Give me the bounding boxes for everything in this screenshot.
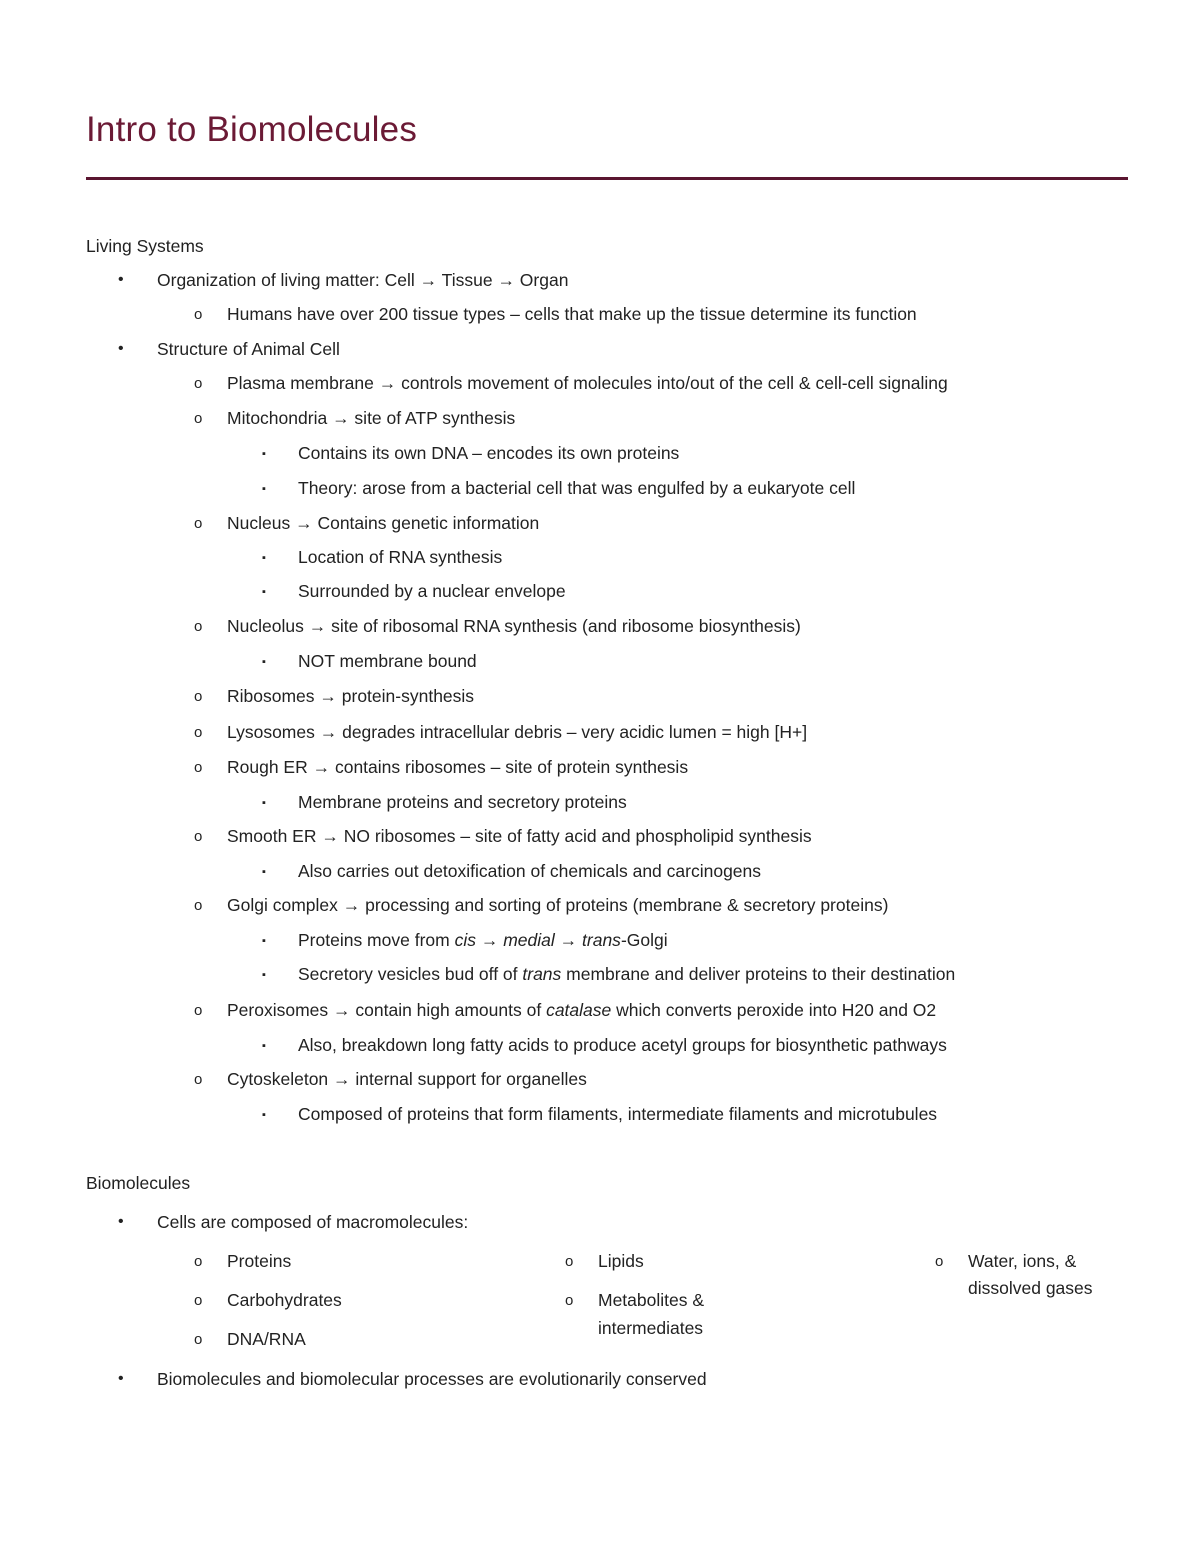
- list-item-nucleolus: Nucleolus → site of ribosomal RNA synthesis (and ribosome biosynthesis): [227, 616, 801, 636]
- bullet-icon: o: [194, 1002, 203, 1019]
- bullet-icon: o: [194, 828, 203, 845]
- section-heading-biomolecules: Biomolecules: [86, 1173, 191, 1193]
- arrow-icon: →: [308, 616, 327, 636]
- bullet-icon: o: [194, 1331, 203, 1348]
- bullet-icon: •: [118, 271, 124, 288]
- square-bullet-icon: ▪: [262, 935, 266, 947]
- arrow-icon: →: [333, 1000, 351, 1020]
- arrow-icon: →: [419, 270, 438, 290]
- bullet-icon: o: [194, 1071, 203, 1088]
- bullet-icon: o: [194, 515, 203, 532]
- bullet-icon: •: [118, 1213, 124, 1230]
- arrow-icon: →: [333, 1069, 351, 1089]
- list-item-nucleus: Nucleus → Contains genetic information: [227, 513, 540, 533]
- list-item-golgi-movement: Proteins move from cis → medial → trans-Golgi: [298, 930, 668, 950]
- list-item-structure: Structure of Animal Cell: [157, 339, 340, 359]
- list-item-metabolites: Metabolites &: [598, 1290, 705, 1310]
- bullet-icon: •: [118, 1370, 124, 1387]
- arrow-icon: →: [319, 722, 338, 742]
- bullet-icon: o: [194, 724, 203, 741]
- bullet-icon: o: [194, 618, 203, 635]
- list-item-proteins: Proteins: [227, 1251, 292, 1271]
- bullet-icon: o: [565, 1253, 574, 1270]
- title-rule: [86, 177, 1128, 180]
- list-item-mito-theory: Theory: arose from a bacterial cell that was engulfed by a eukaryote cell: [298, 478, 856, 498]
- list-item-water-ions: Water, ions, &: [968, 1251, 1077, 1271]
- bullet-icon: o: [194, 688, 203, 705]
- list-item-humans: Humans have over 200 tissue types – cells that make up the tissue determine its function: [227, 304, 917, 324]
- bullet-icon: o: [194, 897, 203, 914]
- list-item-intermediates: intermediates: [598, 1318, 704, 1338]
- section-heading-living-systems: Living Systems: [86, 236, 204, 256]
- list-item-peroxisomes: Peroxisomes → contain high amounts of catalase which converts peroxide into H20 and O2: [227, 1000, 937, 1020]
- square-bullet-icon: ▪: [262, 552, 266, 564]
- bullet-icon: o: [935, 1253, 944, 1270]
- list-item-cytoskeleton-filaments: Composed of proteins that form filaments, intermediate filaments and microtubules: [298, 1104, 938, 1124]
- bullet-icon: o: [194, 306, 203, 323]
- arrow-icon: →: [312, 757, 331, 777]
- bullet-icon: o: [565, 1292, 574, 1309]
- list-item-dna-rna: DNA/RNA: [227, 1329, 306, 1349]
- list-item-mito-dna: Contains its own DNA – encodes its own proteins: [298, 443, 680, 463]
- square-bullet-icon: ▪: [262, 1040, 266, 1052]
- list-item-dissolved-gases: dissolved gases: [968, 1278, 1093, 1298]
- list-item-cytoskeleton: Cytoskeleton → internal support for organelles: [227, 1069, 587, 1089]
- square-bullet-icon: ▪: [262, 656, 266, 668]
- page-title: Intro to Biomolecules: [86, 110, 418, 149]
- arrow-icon: →: [332, 408, 350, 428]
- arrow-icon: →: [319, 686, 337, 706]
- arrow-icon: →: [378, 373, 397, 393]
- square-bullet-icon: ▪: [262, 448, 266, 460]
- list-item-rough-er: Rough ER → contains ribosomes – site of protein synthesis: [227, 757, 689, 777]
- square-bullet-icon: ▪: [262, 866, 266, 878]
- list-item-macromolecules: Cells are composed of macromolecules:: [157, 1212, 469, 1232]
- list-item-peroxisomes-fatty-acids: Also, breakdown long fatty acids to produce acetyl groups for biosynthetic pathways: [298, 1035, 947, 1055]
- square-bullet-icon: ▪: [262, 586, 266, 598]
- list-item-golgi: Golgi complex → processing and sorting of proteins (membrane & secretory proteins): [227, 895, 889, 915]
- list-item-conserved: Biomolecules and biomolecular processes are evolutionarily conserved: [157, 1369, 707, 1389]
- arrow-icon: →: [342, 895, 361, 915]
- list-item-smooth-er-detox: Also carries out detoxification of chemicals and carcinogens: [298, 861, 762, 881]
- arrow-icon: →: [559, 930, 578, 950]
- square-bullet-icon: ▪: [262, 969, 266, 981]
- list-item-organization: Organization of living matter: Cell → Tissue → Organ: [157, 270, 569, 290]
- arrow-icon: →: [497, 270, 515, 290]
- bullet-icon: o: [194, 759, 203, 776]
- arrow-icon: →: [321, 826, 339, 846]
- bullet-icon: o: [194, 1292, 203, 1309]
- list-item-nucleolus-not-bound: NOT membrane bound: [298, 651, 477, 671]
- list-item-lipids: Lipids: [598, 1251, 644, 1271]
- arrow-icon: →: [295, 513, 313, 533]
- bullet-icon: •: [118, 340, 124, 357]
- list-item-plasma-membrane: Plasma membrane → controls movement of molecules into/out of the cell & cell-cell signaling: [227, 373, 948, 393]
- list-item-smooth-er: Smooth ER → NO ribosomes – site of fatty acid and phospholipid synthesis: [227, 826, 812, 846]
- list-item-nuclear-envelope: Surrounded by a nuclear envelope: [298, 581, 566, 601]
- list-item-mitochondria: Mitochondria → site of ATP synthesis: [227, 408, 516, 428]
- list-item-golgi-secretory: Secretory vesicles bud off of trans membrane and deliver proteins to their destination: [298, 964, 956, 984]
- square-bullet-icon: ▪: [262, 483, 266, 495]
- list-item-carbohydrates: Carbohydrates: [227, 1290, 342, 1310]
- bullet-icon: o: [194, 375, 203, 392]
- list-item-ribosomes: Ribosomes → protein-synthesis: [227, 686, 475, 706]
- bullet-icon: o: [194, 1253, 203, 1270]
- bullet-icon: o: [194, 410, 203, 427]
- arrow-icon: →: [480, 930, 499, 950]
- list-item-lysosomes: Lysosomes → degrades intracellular debris – very acidic lumen = high [H+]: [227, 722, 808, 742]
- list-item-nucleus-location: Location of RNA synthesis: [298, 547, 503, 567]
- square-bullet-icon: ▪: [262, 1109, 266, 1121]
- list-item-rough-er-proteins: Membrane proteins and secretory proteins: [298, 792, 627, 812]
- square-bullet-icon: ▪: [262, 797, 266, 809]
